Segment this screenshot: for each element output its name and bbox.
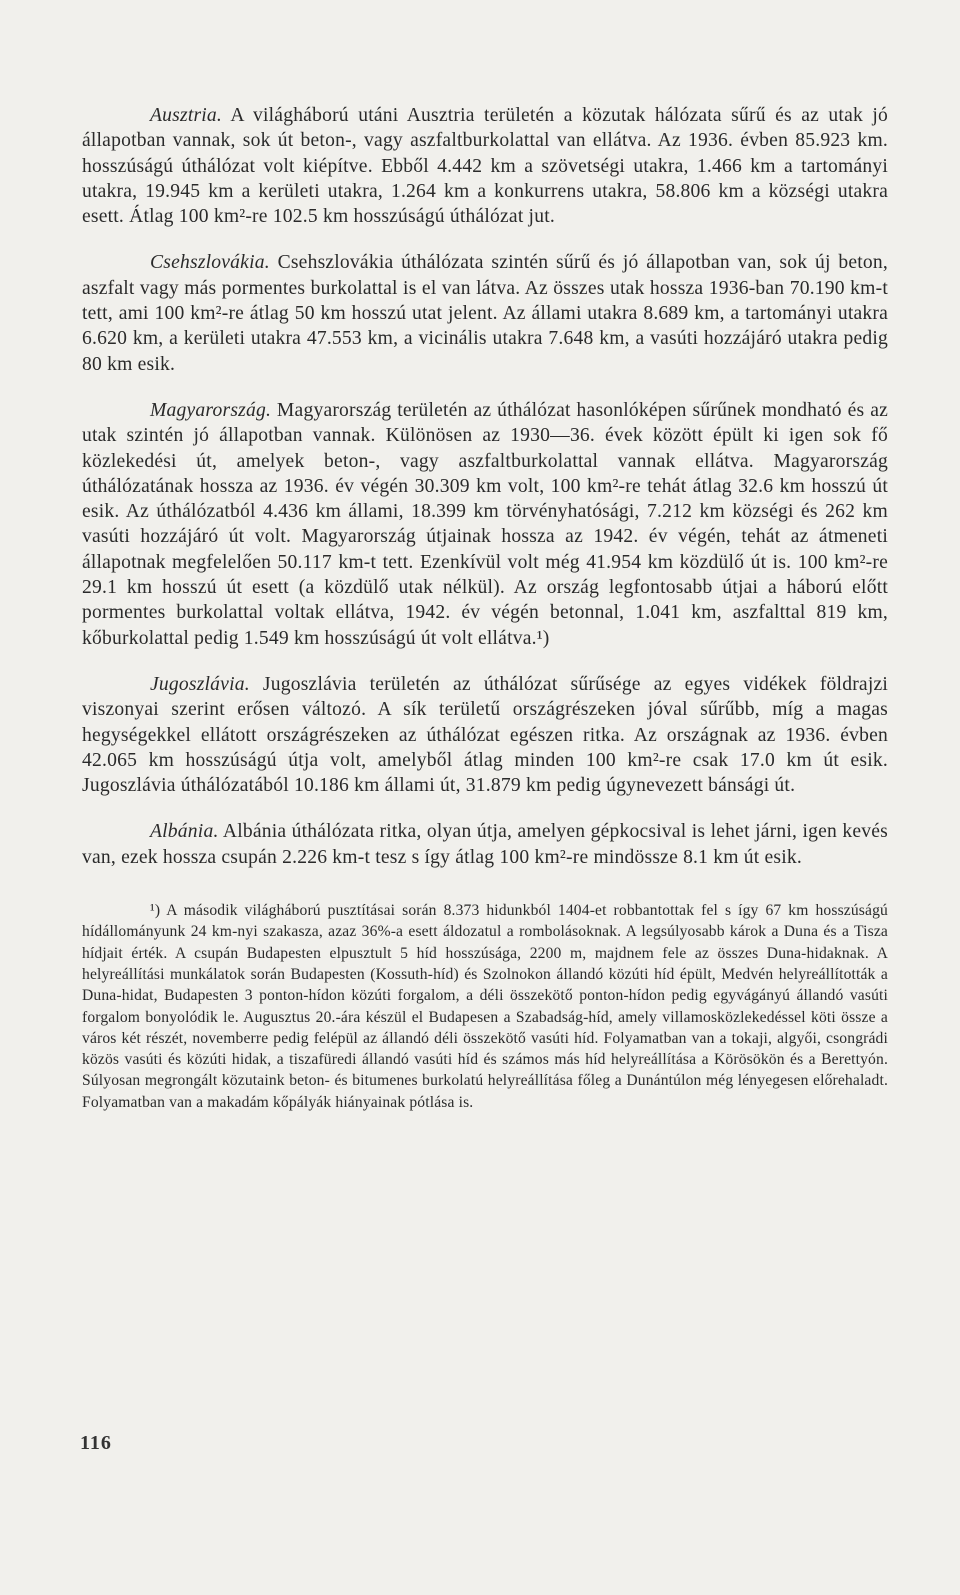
country-heading: Csehszlovákia. xyxy=(150,252,270,274)
paragraph-text: Albánia úthálózata ritka, olyan útja, amelyen gépkocsival is lehet járni, igen kevés van, ezek hossza csupán 2.226 km-t tesz s így átlag 100 km²-re mindössze 8.1 km út esik. xyxy=(82,821,888,868)
country-heading: Albánia. xyxy=(150,821,219,843)
paragraph-jugoszlavia xyxy=(82,672,888,798)
paragraph-text: Magyarország területén az úthálózat hasonlóképen sűrűnek mondható és az utak szintén jó állapotban vannak. Különösen az 1930—36. évek között épült ki igen sok fő közlekedési út, amelyek beton-, vagy aszfaltburkolattal vannak ellátva. Magyarország úthálózatának hossza az 1936. év végén 30.309 km volt, 100 km²-re tehát átlag 32.6 km hosszú út esik. Az úthálózatból 4.436 km állami, 18.399 km törvényhatósági, 7.212 km községi és 262 km vasúti hozzájáró út volt. Magyarország útjainak hossza az 1942. év végén, tehát az átmeneti állapotnak megfelelően 50.117 km-t tett. Ezenkívül volt még 41.954 km közdülő út is. 100 km²-re 29.1 km hosszú út esett (a közdülő utak nélkül). Az ország legfontosabb útjai a háború előtt pormentes burkolattal voltak ellátva, 1942. év végén betonnal, 1.041 km, aszfalttal 819 km, kőburkolattal pedig 1.549 km hosszúságú út volt ellátva.¹) xyxy=(82,399,888,649)
country-heading: Ausztria. xyxy=(150,105,223,126)
paragraph-albania xyxy=(82,819,888,870)
footnotes xyxy=(82,900,888,1113)
page-number: 116 xyxy=(80,1432,112,1454)
paragraph-text: Csehszlovákia úthálózata szintén sűrű és jó állapotban van, sok új beton, aszfalt vagy más pormentes burkolattal is el van látva. Az összes utak hossza 1936-ban 70.190 km-t tett, ami 100 km²-re átlag 50 km hosszú utat jelent. Az állami utakra 8.689 km, a tartományi utakra 6.620 km, a kerületi utakra 47.553 km, a vicinális utakra 7.648 km, a vasúti hozzájáró utakra pedig 80 km esik. xyxy=(82,252,888,375)
footnote-1: ¹) A második világháború pusztításai során 8.373 hidunkból 1404-et robbantottak fel s így 67 km hosszúságú hídállományunk 24 km-nyi szakasza, azaz 36%-a esett áldozatul a rombolásoknak. A legsúlyosabb károk a Duna és a Tisza hídjait érték. A csupán Budapesten elpusztult 5 híd hosszúsága, 2200 m, majdnem fele az összes Duna-hidaknak. A helyreállítási munkálatok során Budapesten (Kossuth-híd) és Szolnokon állandó közúti híd épült, Medvén helyreállították a Duna-hidat, Budapesten 3 ponton-hídon közúti forgalom, a déli összekötő ponton-hídon pedig egyvágányú állandó vasúti forgalom bonyolódik le. Augusztus 20.-ára készül el Budapesen a Szabadság-híd, amely villamosközlekedéssel köti össze a város két részét, novemberre pedig felépül az állandó déli összekötő vasúti híd. Folyamatban van a tokaji, algyői, csongrádi közös vasúti és közúti hidak, a tiszafüredi állandó vasúti híd és számos más híd helyreállítása a Körösökön és a Berettyón. Súlyosan megrongált közutaink beton- és bitumenes burkolatú helyreállítása főleg a Dunántúlon még lényegesen előrehaladt. Folyamatban van a makadám kőpályák hiányainak pótlása is. xyxy=(82,902,888,1111)
page-body xyxy=(82,103,888,1113)
paragraph-ausztria xyxy=(82,103,888,229)
country-heading: Magyarország. xyxy=(150,399,272,421)
country-heading: Jugoszlávia. xyxy=(150,673,250,695)
paragraph-magyarorszag xyxy=(82,398,888,651)
paragraph-text: A világháború utáni Ausztria területén a közutak hálózata sűrű és az utak jó állapotban vannak, sok út beton-, vagy aszfaltburkolattal van ellátva. Az 1936. évben 85.923 km. hosszúságú úthálózat volt kiépítve. Ebből 4.442 km a szövetségi utakra, 1.466 km a tartományi utakra, 19.945 km a kerületi utakra, 1.264 km a konkurrens utakra, 58.806 km a községi utakra esett. Átlag 100 km²-re 102.5 km hosszúságú úthálózat jut. xyxy=(82,105,888,228)
paragraph-text: Jugoszlávia területén az úthálózat sűrűsége az egyes vidékek földrajzi viszonyai szerint erősen változó. A sík területű országrészeken jóval sűrűbb, míg a magas hegységekkel ellátott országrészeken az úthálózat egészen ritka. Az országnak az 1936. évben 42.065 km hosszúságú útja volt, amelyből átlag minden 100 km²-re csak 17.0 km út esik. Jugoszlávia úthálózatából 10.186 km állami út, 31.879 km pedig úgynevezett bánsági út. xyxy=(82,673,888,797)
paragraph-csehszlovakia xyxy=(82,250,888,376)
